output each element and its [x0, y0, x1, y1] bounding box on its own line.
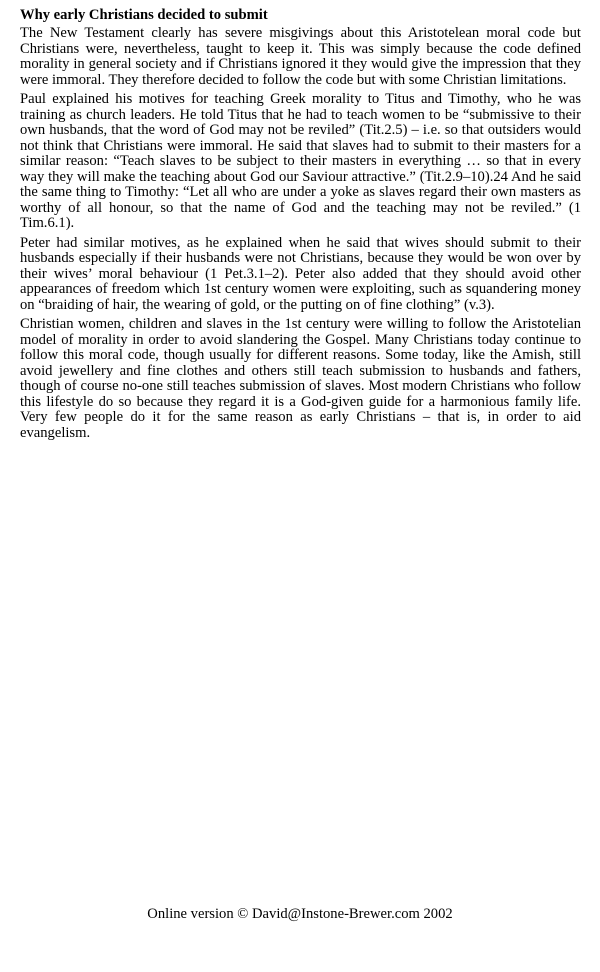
paragraph-paul-motives: Paul explained his motives for teaching Greek morality to Titus and Timothy, who he was training as church leaders. He told Titus that he had to teach women to be “submissive to their own husbands, that the word of God may not be reviled” (Tit.2.5) – i.e. so that outsiders would not think that Christians were immoral. He said that slaves had to submit to their masters for a similar reason: “Teach slaves to be subject to their masters in everything … so that in every way they will make the teaching about God our Saviour attractive.” (Tit.2.9–10).24 And he said the same thing to Timothy: “Let all who are under a yoke as slaves regard their own masters as worthy of all honour, so that the name of God and the teaching may not be reviled.” (1 Tim.6.1). [20, 91, 581, 231]
document-page [20, 6, 581, 445]
paragraph-modern-christians: Christian women, children and slaves in the 1st century were willing to follow the Aristotelian model of morality in order to avoid slandering the Gospel. Many Christians today continue to follow this moral code, though usually for different reasons. Some today, like the Amish, still avoid jewellery and fine clothes and others still teach submission to husbands and fathers, though of course no-one still teaches submission of slaves. Most modern Christians who follow this lifestyle do so because they regard it is a God-given guide for a harmonious family life. Very few people do it for the same reason as early Christians – that is, in order to aid evangelism. [20, 316, 581, 441]
paragraph-peter-motives: Peter had similar motives, as he explained when he said that wives should submit to their husbands especially if their husbands were not Christians, because they would be won over by their wives’ moral behaviour (1 Pet.3.1–2). Peter also added that they should avoid other appearances of freedom which 1st century women were exploiting, such as squandering money on “braiding of hair, the wearing of gold, or the putting on of fine clothing” (v.3). [20, 234, 581, 313]
section-heading: Why early Christians decided to submit [20, 7, 268, 23]
paragraph-aristotelean-code: The New Testament clearly has severe misgivings about this Aristotelean moral code but Christians were, nevertheless, taught to keep it. This was simply because the code defined morality in general society and if Christians ignored it they would give the impression that they were immoral. They therefore decided to follow the code but with some Christian limitations. [20, 25, 581, 88]
page-footer: Online version © David@Instone-Brewer.com 2002 [147, 906, 453, 922]
